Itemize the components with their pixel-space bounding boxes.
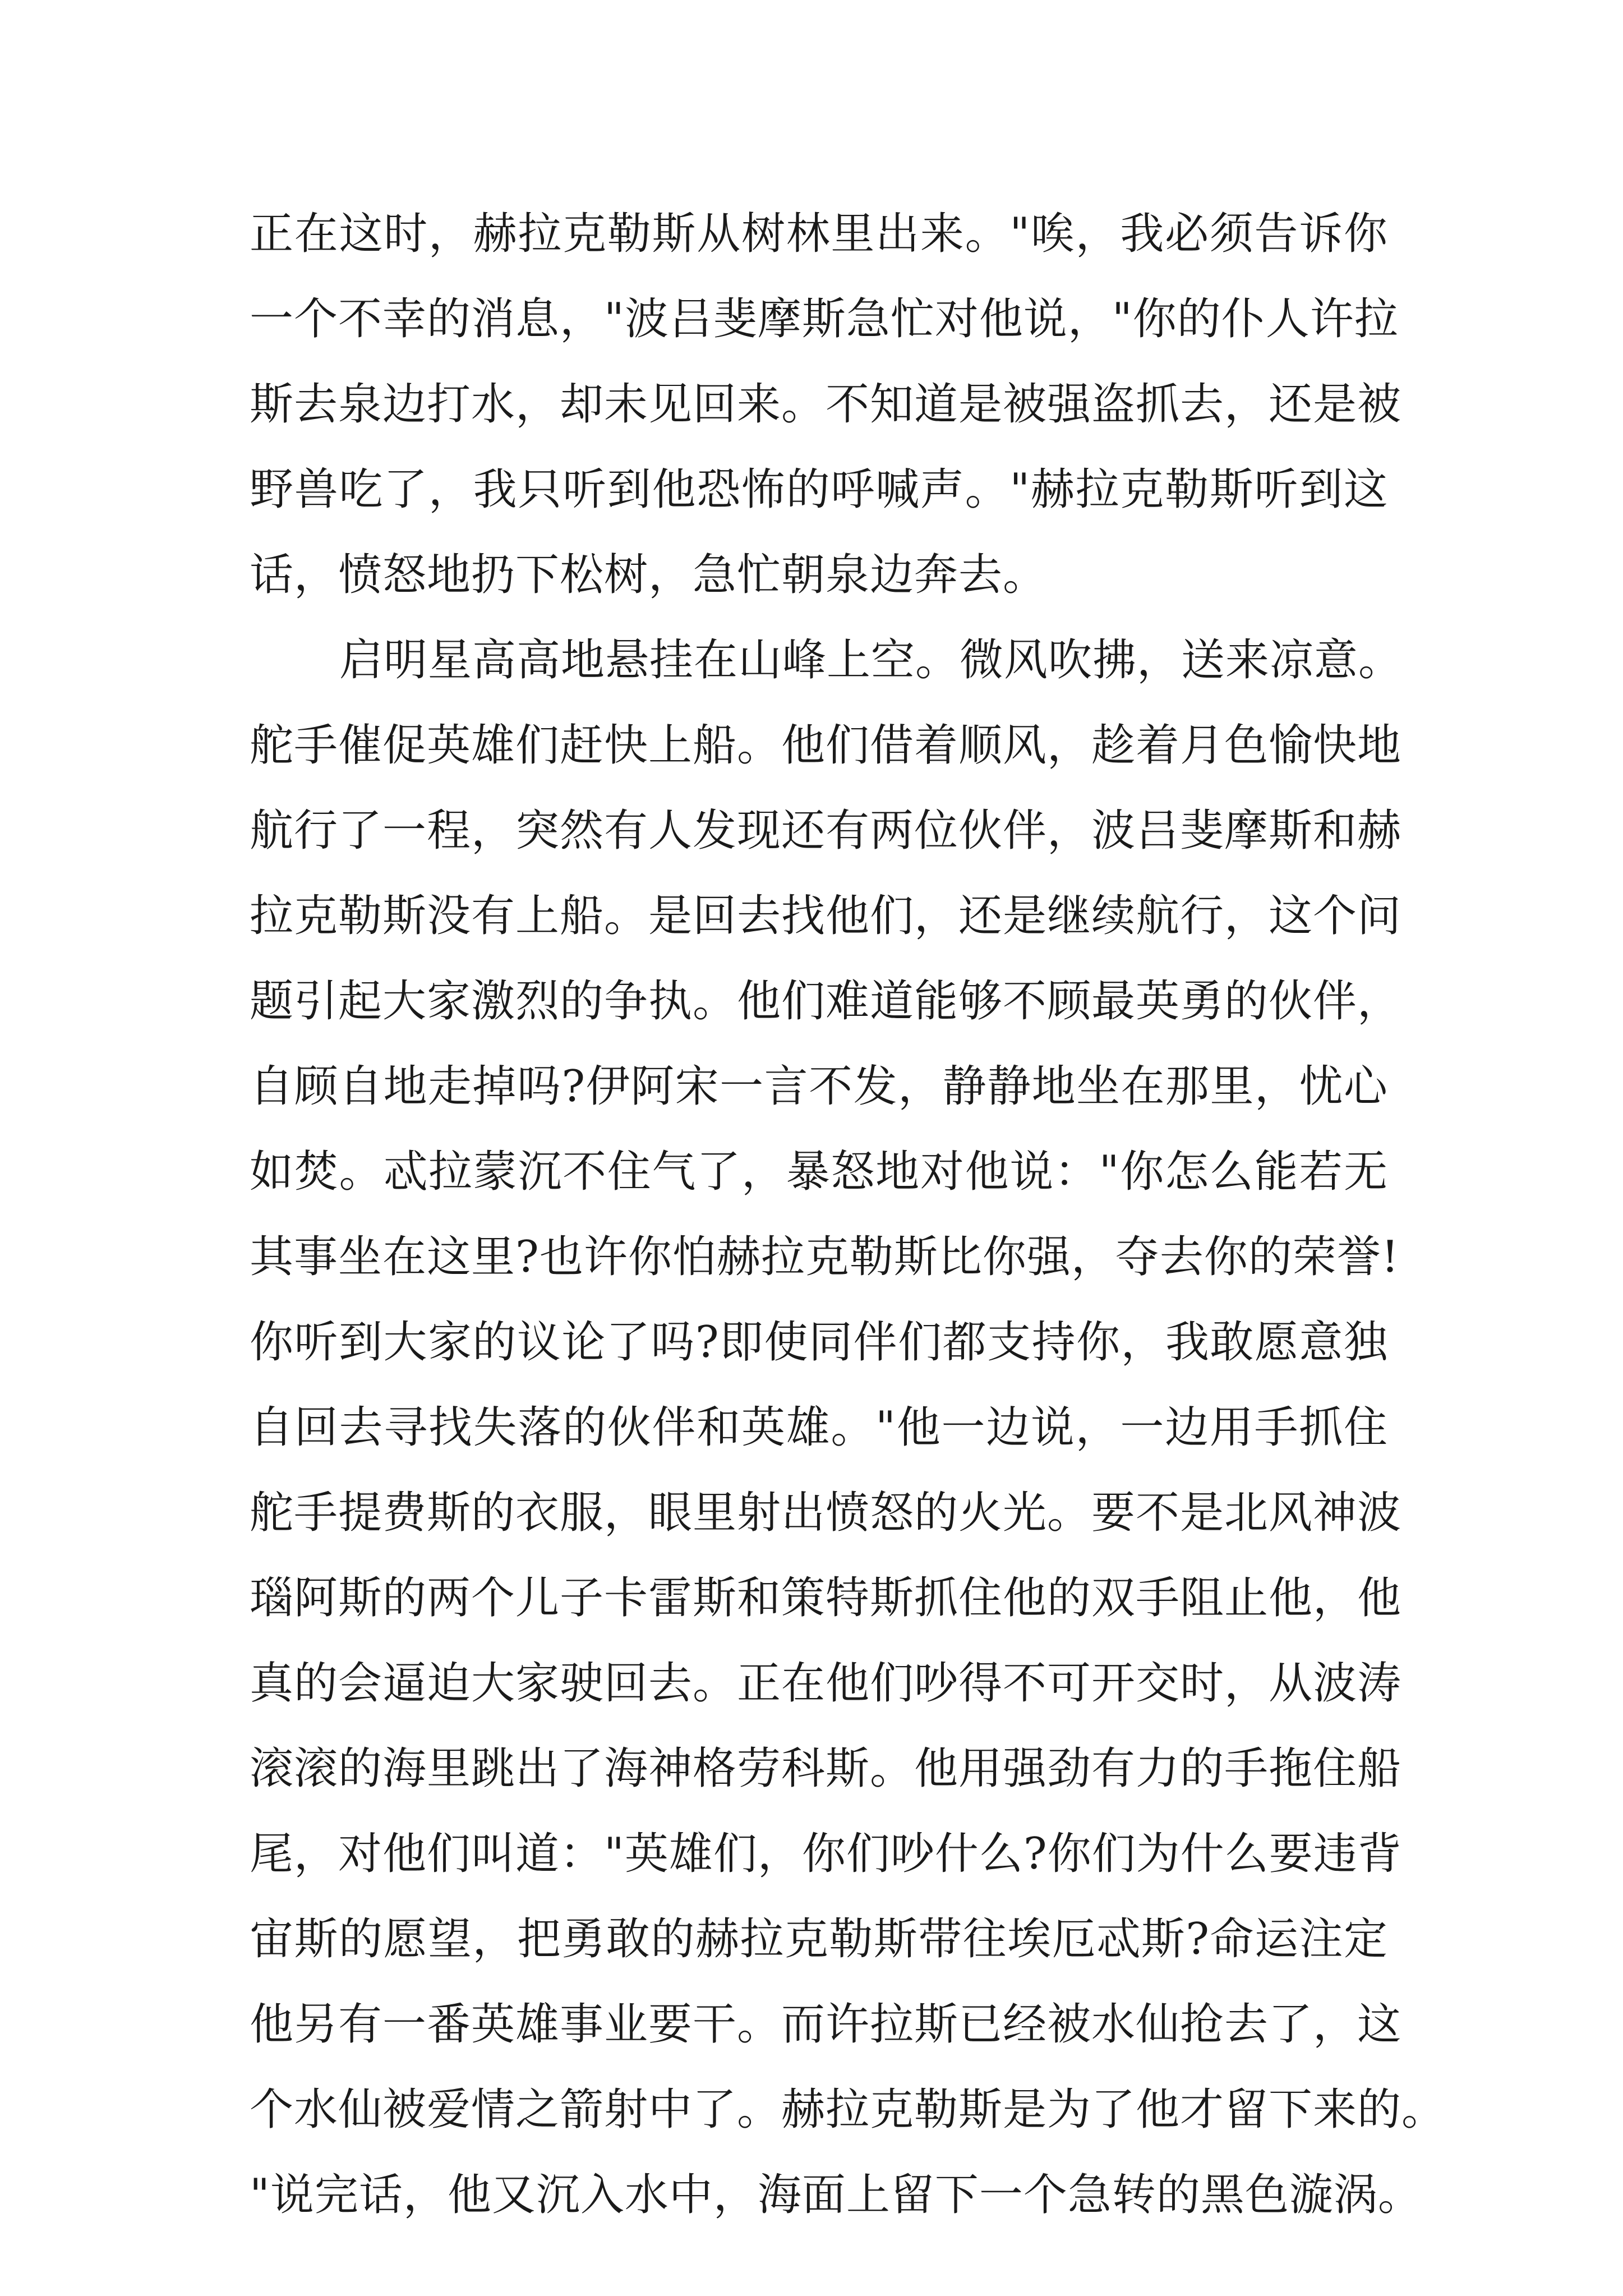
- text-line: "说完话，他又沉入水中，海面上留下一个急转的黑色漩涡。: [250, 2170, 1422, 2220]
- text-line: 宙斯的愿望，把勇敢的赫拉克勒斯带往埃厄忒斯?命运注定: [250, 1914, 1388, 1964]
- text-line: 正在这时，赫拉克勒斯从树林里出来。"唉，我必须告诉你: [250, 209, 1388, 259]
- text-line: 其事坐在这里?也许你怕赫拉克勒斯比你强，夺去你的荣誉!: [250, 1232, 1400, 1282]
- paragraph-2: [250, 635, 1446, 2258]
- body-text: [250, 209, 1446, 2258]
- paragraph-1: [250, 209, 1402, 638]
- text-line: 航行了一程，突然有人发现还有两位伙伴，波吕斐摩斯和赫: [250, 806, 1402, 856]
- text-line: 题引起大家激烈的争执。他们难道能够不顾最英勇的伙伴，: [250, 976, 1402, 1027]
- text-line: 一个不幸的消息，"波吕斐摩斯急忙对他说，"你的仆人许拉: [250, 294, 1399, 344]
- text-line: 拉克勒斯没有上船。是回去找他们，还是继续航行，这个问: [250, 891, 1402, 941]
- text-line: 话，愤怒地扔下松树，急忙朝泉边奔去。: [250, 550, 1048, 600]
- text-line: 自回去寻找失落的伙伴和英雄。"他一边说，一边用手抓住: [250, 1402, 1388, 1453]
- text-line: 滚滚的海里跳出了海神格劳科斯。他用强劲有力的手拖住船: [250, 1743, 1402, 1794]
- text-line: 尾，对他们叫道："英雄们，你们吵什么?你们为什么要违背: [250, 1829, 1402, 1879]
- text-line: 舵手催促英雄们赶快上船。他们借着顺风，趁着月色愉快地: [250, 720, 1402, 771]
- text-line: 真的会逼迫大家驶回去。正在他们吵得不可开交时，从波涛: [250, 1658, 1402, 1709]
- text-line: 瑙阿斯的两个儿子卡雷斯和策特斯抓住他的双手阻止他，他: [250, 1573, 1402, 1623]
- text-line: 如焚。忒拉蒙沉不住气了，暴怒地对他说："你怎么能若无: [250, 1147, 1388, 1197]
- text-line: 野兽吃了，我只听到他恐怖的呼喊声。"赫拉克勒斯听到这: [250, 464, 1388, 515]
- text-line: 你听到大家的议论了吗?即使同伴们都支持你，我敢愿意独: [250, 1317, 1388, 1368]
- text-line: 斯去泉边打水，却未见回来。不知道是被强盗抓去，还是被: [250, 379, 1402, 430]
- text-line: 个水仙被爱情之箭射中了。赫拉克勒斯是为了他才留下来的。: [250, 2085, 1446, 2135]
- text-line: 启明星高高地悬挂在山峰上空。微风吹拂，送来凉意。: [339, 635, 1403, 685]
- text-line: 自顾自地走掉吗?伊阿宋一言不发，静静地坐在那里，忧心: [250, 1061, 1388, 1112]
- text-line: 舵手提费斯的衣服，眼里射出愤怒的火光。要不是北风神波: [250, 1488, 1402, 1538]
- text-line: 他另有一番英雄事业要干。而许拉斯已经被水仙抢去了，这: [250, 1999, 1402, 2050]
